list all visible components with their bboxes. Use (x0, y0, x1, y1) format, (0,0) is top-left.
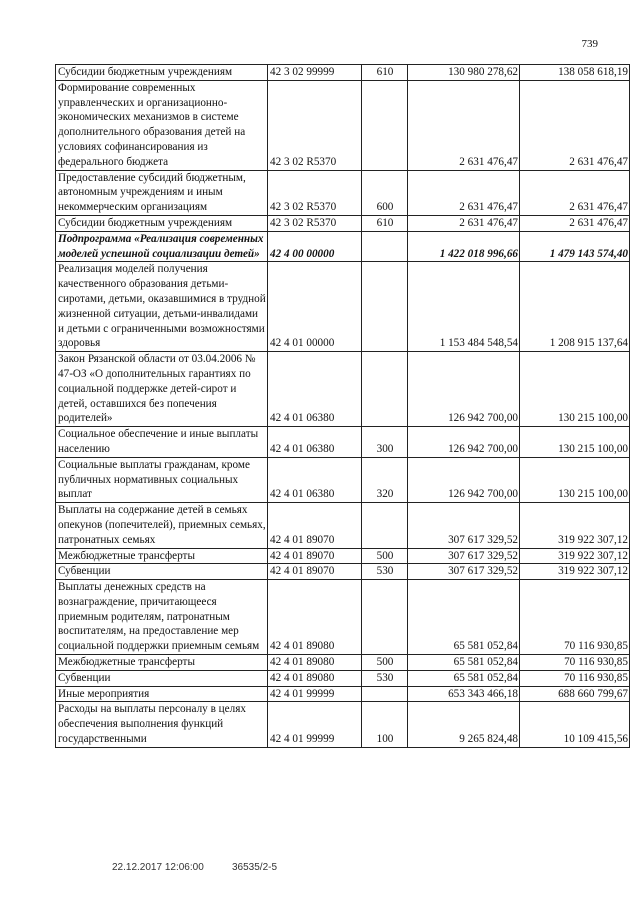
row-name-cell: Закон Рязанской области от 03.04.2006 № 47-ОЗ «О дополнительных гарантиях по социальной поддержке детей-сирот и детей, оставшихся без попечения родителей» (56, 352, 268, 427)
row-sum-2018-cell: 307 617 329,52 (408, 503, 520, 548)
page-number: 739 (581, 38, 598, 50)
table-row (56, 702, 630, 747)
table-row (56, 352, 630, 427)
table-row (56, 457, 630, 502)
row-name-cell: Выплаты на содержание детей в семьях опекунов (попечителей), приемных семьях, патронатных семьях (56, 503, 268, 548)
row-sum-2019-cell: 130 215 100,00 (520, 352, 630, 427)
table-row (56, 580, 630, 655)
row-type-cell (362, 503, 408, 548)
table-row (56, 655, 630, 671)
row-code-cell: 42 4 01 00000 (268, 262, 362, 352)
row-code-cell: 42 4 01 06380 (268, 457, 362, 502)
table-row (56, 427, 630, 458)
row-sum-2018-cell: 65 581 052,84 (408, 580, 520, 655)
row-code-cell: 42 4 01 89080 (268, 655, 362, 671)
row-sum-2019-cell: 70 116 930,85 (520, 670, 630, 686)
row-sum-2018-cell: 65 581 052,84 (408, 655, 520, 671)
table-row (56, 215, 630, 231)
row-sum-2019-cell: 319 922 307,12 (520, 503, 630, 548)
row-type-cell: 100 (362, 702, 408, 747)
row-sum-2018-cell: 1 422 018 996,66 (408, 231, 520, 262)
row-sum-2018-cell: 653 343 466,18 (408, 686, 520, 702)
row-sum-2018-cell: 2 631 476,47 (408, 170, 520, 215)
row-type-cell: 600 (362, 170, 408, 215)
row-code-cell: 42 4 01 89070 (268, 564, 362, 580)
row-name-cell: Социальные выплаты гражданам, кроме публичных нормативных социальных выплат (56, 457, 268, 502)
row-sum-2019-cell: 10 109 415,56 (520, 702, 630, 747)
row-code-cell: 42 3 02 R5370 (268, 80, 362, 170)
row-code-cell: 42 4 01 06380 (268, 427, 362, 458)
row-name-cell: Реализация моделей получения качественного образования детьми-сиротами, детьми, оказавшимися в трудной жизненной ситуации, детьми-инвалидами и детьми с ограниченными возможностями здоровья (56, 262, 268, 352)
row-name-cell: Выплаты денежных средств на вознаграждение, причитающееся приемным родителям, патронатным воспитателям, на предоставление мер социальной поддержки приемным семьям (56, 580, 268, 655)
budget-table-body (56, 65, 630, 748)
row-sum-2019-cell: 2 631 476,47 (520, 170, 630, 215)
row-code-cell: 42 3 02 99999 (268, 65, 362, 81)
row-type-cell (362, 686, 408, 702)
row-sum-2018-cell: 130 980 278,62 (408, 65, 520, 81)
row-sum-2019-cell: 138 058 618,19 (520, 65, 630, 81)
row-sum-2019-cell: 1 479 143 574,40 (520, 231, 630, 262)
table-row (56, 65, 630, 81)
row-code-cell: 42 4 01 89080 (268, 580, 362, 655)
row-code-cell: 42 4 01 99999 (268, 702, 362, 747)
row-code-cell: 42 4 01 89070 (268, 548, 362, 564)
row-type-cell: 500 (362, 548, 408, 564)
row-type-cell: 530 (362, 670, 408, 686)
row-name-cell: Иные мероприятия (56, 686, 268, 702)
row-code-cell: 42 4 01 99999 (268, 686, 362, 702)
footer-doc-id: 36535/2-5 (232, 862, 278, 873)
row-type-cell: 610 (362, 65, 408, 81)
row-code-cell: 42 4 00 00000 (268, 231, 362, 262)
row-sum-2019-cell: 319 922 307,12 (520, 564, 630, 580)
row-name-cell: Подпрограмма «Реализация современных моделей успешной социализации детей» (56, 231, 268, 262)
row-type-cell (362, 262, 408, 352)
row-type-cell (362, 80, 408, 170)
footer-timestamp: 22.12.2017 12:06:00 (112, 862, 204, 873)
row-type-cell (362, 580, 408, 655)
row-name-cell: Субвенции (56, 670, 268, 686)
row-type-cell: 530 (362, 564, 408, 580)
row-code-cell: 42 4 01 06380 (268, 352, 362, 427)
row-code-cell: 42 4 01 89080 (268, 670, 362, 686)
row-code-cell: 42 3 02 R5370 (268, 170, 362, 215)
row-sum-2018-cell: 307 617 329,52 (408, 564, 520, 580)
row-type-cell: 300 (362, 427, 408, 458)
row-type-cell: 320 (362, 457, 408, 502)
row-sum-2018-cell: 126 942 700,00 (408, 457, 520, 502)
row-type-cell: 610 (362, 215, 408, 231)
table-row (56, 548, 630, 564)
table-row (56, 503, 630, 548)
row-name-cell: Субвенции (56, 564, 268, 580)
row-name-cell: Социальное обеспечение и иные выплаты населению (56, 427, 268, 458)
row-sum-2018-cell: 126 942 700,00 (408, 352, 520, 427)
row-type-cell: 500 (362, 655, 408, 671)
row-name-cell: Формирование современных управленческих и организационно-экономических механизмов в системе дополнительного образования детей на условиях софинансирования из федерального бюджета (56, 80, 268, 170)
row-name-cell: Расходы на выплаты персоналу в целях обеспечения выполнения функций государственными (56, 702, 268, 747)
row-name-cell: Предоставление субсидий бюджетным, автономным учреждениям и иным некоммерческим организациям (56, 170, 268, 215)
row-sum-2018-cell: 65 581 052,84 (408, 670, 520, 686)
row-name-cell: Межбюджетные трансферты (56, 548, 268, 564)
row-sum-2018-cell: 126 942 700,00 (408, 427, 520, 458)
table-row (56, 231, 630, 262)
row-sum-2018-cell: 2 631 476,47 (408, 80, 520, 170)
row-sum-2019-cell: 688 660 799,67 (520, 686, 630, 702)
row-sum-2019-cell: 2 631 476,47 (520, 80, 630, 170)
table-row (56, 564, 630, 580)
row-sum-2019-cell: 2 631 476,47 (520, 215, 630, 231)
table-row (56, 670, 630, 686)
row-code-cell: 42 4 01 89070 (268, 503, 362, 548)
row-sum-2018-cell: 307 617 329,52 (408, 548, 520, 564)
row-sum-2019-cell: 70 116 930,85 (520, 655, 630, 671)
row-code-cell: 42 3 02 R5370 (268, 215, 362, 231)
row-type-cell (362, 231, 408, 262)
row-sum-2018-cell: 2 631 476,47 (408, 215, 520, 231)
row-sum-2018-cell: 1 153 484 548,54 (408, 262, 520, 352)
budget-table (55, 64, 630, 748)
table-row (56, 80, 630, 170)
row-name-cell: Межбюджетные трансферты (56, 655, 268, 671)
row-name-cell: Субсидии бюджетным учреждениям (56, 65, 268, 81)
table-row (56, 170, 630, 215)
table-row (56, 262, 630, 352)
row-sum-2019-cell: 130 215 100,00 (520, 427, 630, 458)
row-sum-2019-cell: 1 208 915 137,64 (520, 262, 630, 352)
row-sum-2019-cell: 130 215 100,00 (520, 457, 630, 502)
row-name-cell: Субсидии бюджетным учреждениям (56, 215, 268, 231)
row-sum-2019-cell: 319 922 307,12 (520, 548, 630, 564)
row-type-cell (362, 352, 408, 427)
row-sum-2018-cell: 9 265 824,48 (408, 702, 520, 747)
table-row (56, 686, 630, 702)
row-sum-2019-cell: 70 116 930,85 (520, 580, 630, 655)
